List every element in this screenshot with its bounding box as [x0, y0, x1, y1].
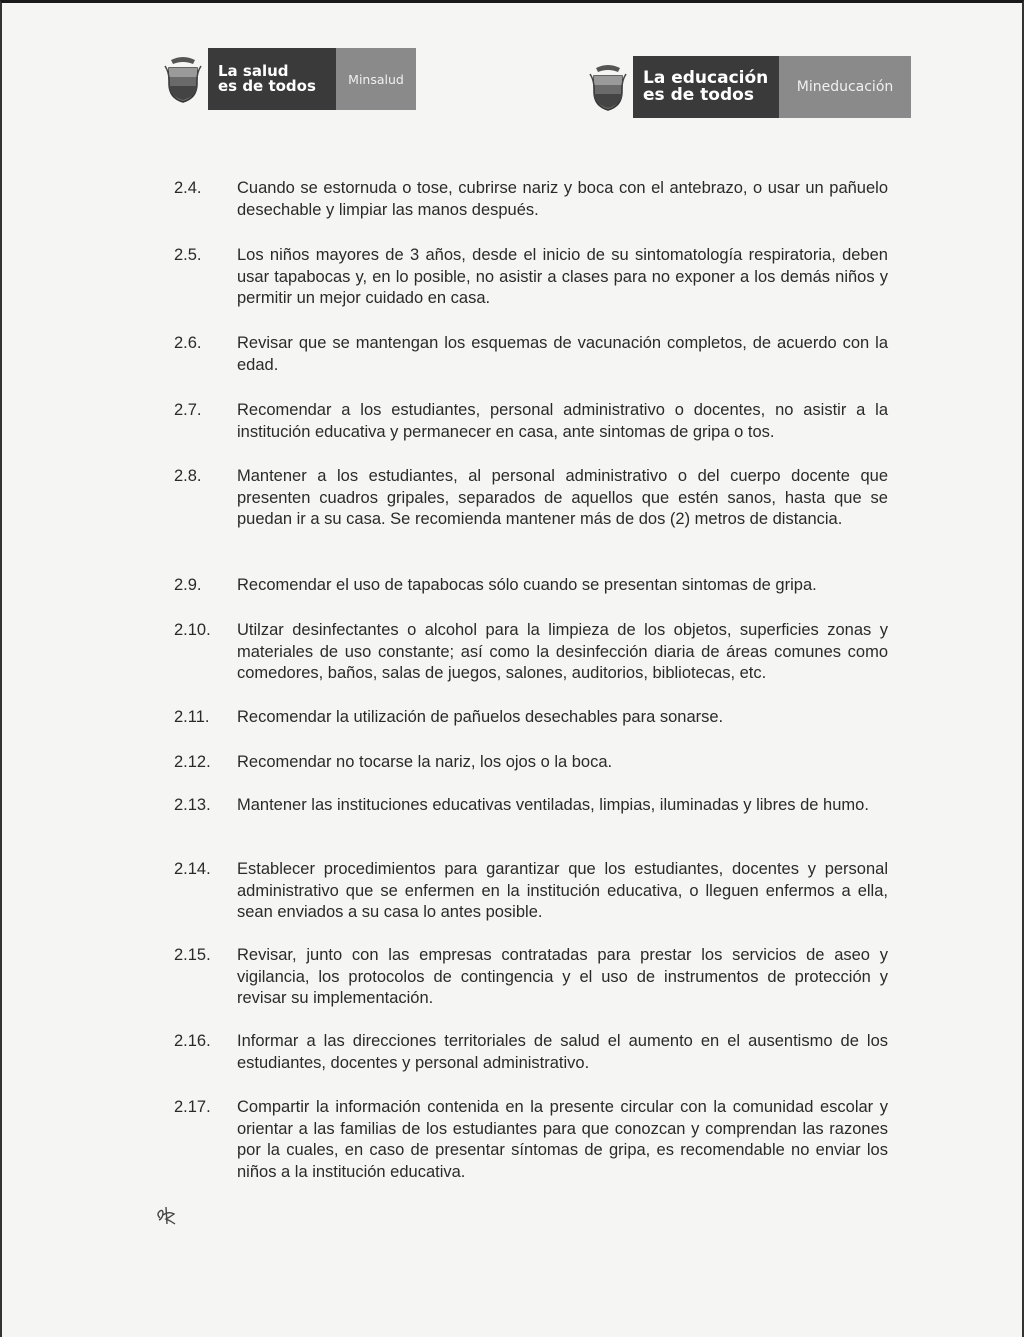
list-item — [174, 400, 888, 443]
list-item — [174, 333, 888, 376]
item-number: 2.7. — [174, 401, 202, 419]
item-number: 2.17. — [174, 1098, 211, 1116]
item-text: Recomendar la utilización de pañuelos desechables para sonarse. — [237, 708, 724, 726]
item-number: 2.10. — [174, 621, 211, 639]
item-number: 2.14. — [174, 860, 211, 878]
list-item — [174, 795, 888, 817]
slogan-box — [208, 48, 336, 110]
item-number: 2.8. — [174, 467, 202, 485]
list-item — [174, 707, 888, 729]
list-item — [174, 859, 888, 924]
item-text: Mantener las instituciones educativas ventiladas, limpias, iluminadas y libres de humo. — [237, 796, 869, 814]
item-number: 2.6. — [174, 334, 202, 352]
ministry-label: Minsalud — [336, 48, 416, 110]
item-text: Compartir la información contenida en la presente circular con la comunidad escolar y orientar a las familias de los estudiantes para que conozcan y comprendan las razones por la cuales, en caso de presentar síntomas de gripa, es recomendable no enviar los niños a la institución educativa. — [237, 1098, 888, 1181]
ministry-label: Mineducación — [779, 56, 911, 118]
slogan-line-1: La educación — [643, 68, 769, 88]
list-item — [174, 575, 888, 597]
item-text: Recomendar no tocarse la nariz, los ojos o la boca. — [237, 753, 613, 771]
list-item — [174, 1031, 888, 1074]
list-item — [174, 466, 888, 531]
list-item — [174, 945, 888, 1010]
slogan-box — [633, 56, 779, 118]
coat-of-arms-icon — [583, 56, 633, 118]
item-number: 2.4. — [174, 179, 202, 197]
item-text: Utilzar desinfectantes o alcohol para la limpieza de los objetos, superficies zonas y materiales de uso constante; así como la desinfección diaria de áreas comunes como comedores, baños, salas de juegos, salones, auditorios, bibliotecas, etc. — [237, 621, 888, 683]
slogan-line-2: es de todos — [218, 77, 316, 95]
list-item — [174, 752, 888, 774]
list-item — [174, 620, 888, 685]
slogan-line-1: La salud — [218, 62, 289, 80]
list-item — [174, 245, 888, 310]
minsalud-logo — [158, 48, 416, 110]
item-number: 2.12. — [174, 753, 211, 771]
item-number: 2.9. — [174, 576, 202, 594]
item-text: Recomendar a los estudiantes, personal administrativo o docentes, no asistir a la institución educativa y permanecer en casa, ante sintomas de gripa o tos. — [237, 401, 888, 441]
mineducacion-logo — [583, 56, 911, 118]
item-text: Los niños mayores de 3 años, desde el inicio de su sintomatología respiratoria, deben usar tapabocas y, en lo posible, no asistir a clases para no exponer a los demás niños y permitir un mejor cuidado en casa. — [237, 246, 888, 308]
coat-of-arms-icon — [158, 48, 208, 110]
list-item — [174, 1097, 888, 1183]
item-text: Recomendar el uso de tapabocas sólo cuando se presentan sintomas de gripa. — [237, 576, 817, 594]
item-number: 2.13. — [174, 796, 211, 814]
item-text: Informar a las direcciones territoriales de salud el aumento en el ausentismo de los estudiantes, docentes y personal administrativo. — [237, 1032, 888, 1072]
handwritten-initial-mark — [154, 1202, 180, 1228]
item-text: Mantener a los estudiantes, al personal administrativo o del cuerpo docente que presenten cuadros gripales, separados de aquellos que estén sanos, hasta que se puedan ir a su casa. Se recomienda mantener más de dos (2) metros de distancia. — [237, 467, 888, 529]
item-number: 2.16. — [174, 1032, 211, 1050]
item-text: Cuando se estornuda o tose, cubrirse nariz y boca con el antebrazo, o usar un pañuelo desechable y limpiar las manos después. — [237, 179, 888, 219]
slogan-line-2: es de todos — [643, 85, 754, 105]
item-text: Revisar que se mantengan los esquemas de vacunación completos, de acuerdo con la edad. — [237, 334, 888, 374]
list-item — [174, 178, 888, 221]
item-number: 2.11. — [174, 708, 210, 726]
item-number: 2.5. — [174, 246, 202, 264]
item-number: 2.15. — [174, 946, 211, 964]
item-text: Revisar, junto con las empresas contratadas para prestar los servicios de aseo y vigilancia, los protocolos de contingencia y el uso de instrumentos de protección y revisar su implementación. — [237, 946, 888, 1008]
item-text: Establecer procedimientos para garantizar que los estudiantes, docentes y personal administrativo que se enfermen en la institución educativa, o lleguen enfermos a ella, sean enviados a su casa lo antes posible. — [237, 860, 888, 922]
